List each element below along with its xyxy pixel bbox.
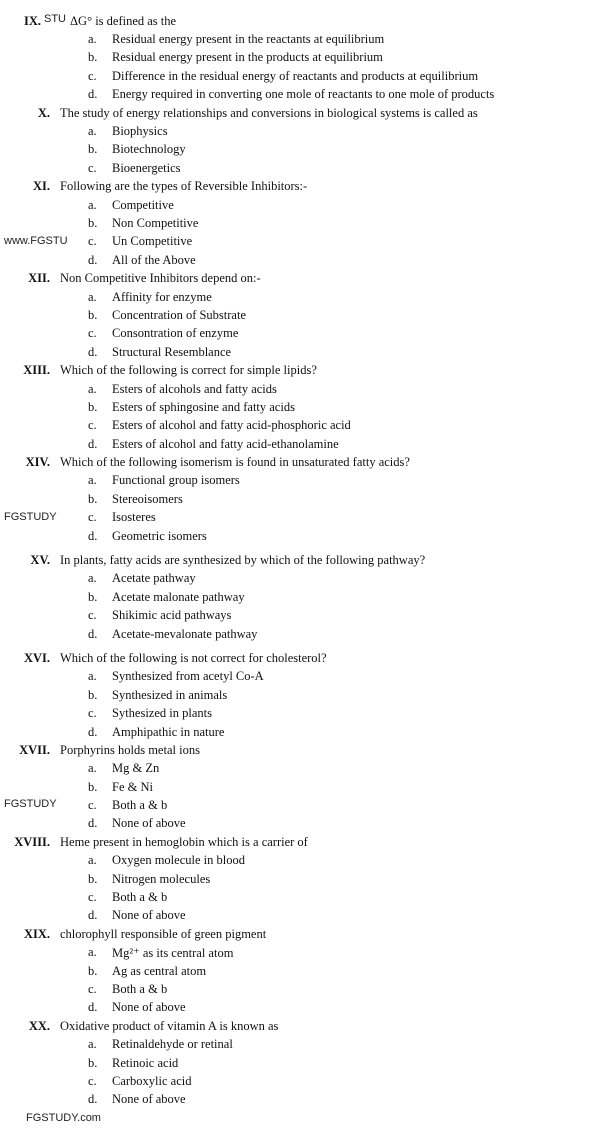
- question: [0, 925, 615, 1017]
- option-text: Energy required in converting one mole of reactants to one mole of products: [112, 87, 495, 102]
- answer-option: [0, 796, 615, 814]
- option-text: Amphipathic in nature: [112, 724, 225, 739]
- option-text: Carboxylic acid: [112, 1073, 192, 1088]
- answer-option: [0, 962, 615, 980]
- option-letter: a.: [88, 761, 97, 776]
- answer-option: [0, 288, 615, 306]
- question-text: In plants, fatty acids are synthesized by which of the following pathway?: [60, 553, 426, 568]
- option-text: Acetate pathway: [112, 571, 196, 586]
- answer-option: [0, 122, 615, 140]
- option-text: None of above: [112, 816, 186, 831]
- answer-option: [0, 435, 615, 453]
- question-number: XII.: [28, 271, 50, 286]
- option-text: Bioenergetics: [112, 160, 181, 175]
- option-letter: a.: [88, 381, 97, 396]
- option-letter: d.: [88, 436, 98, 451]
- option-letter: a.: [88, 197, 97, 212]
- question-text: Heme present in hemoglobin which is a carrier of: [60, 834, 308, 849]
- option-text: None of above: [112, 1000, 186, 1015]
- option-text: None of above: [112, 908, 186, 923]
- question: [0, 178, 615, 270]
- question: [0, 741, 615, 833]
- answer-option: [0, 343, 615, 361]
- option-text: Isosteres: [112, 510, 156, 525]
- option-text: Both a & b: [112, 890, 168, 905]
- option-text: Sythesized in plants: [112, 706, 212, 721]
- question-line: [0, 649, 615, 667]
- option-letter: c.: [88, 982, 97, 996]
- question-number: X.: [37, 105, 50, 120]
- question: [0, 104, 615, 178]
- answer-option: [0, 852, 615, 870]
- option-text: Consontration of enzyme: [112, 326, 239, 341]
- answer-option: [0, 214, 615, 232]
- answer-option: [0, 1072, 615, 1090]
- option-letter: d.: [88, 528, 98, 543]
- option-text: Synthesized from acetyl Co-A: [112, 669, 264, 684]
- question-text: Which of the following isomerism is found in unsaturated fatty acids?: [60, 455, 410, 470]
- option-letter: d.: [88, 626, 98, 641]
- option-text: Acetate malonate pathway: [112, 589, 245, 604]
- question: [0, 551, 615, 643]
- answer-option: [0, 870, 615, 888]
- question-text: The study of energy relationships and conversions in biological systems is called as: [60, 105, 478, 120]
- option-text: Non Competitive: [112, 215, 199, 230]
- question-number: XVIII.: [14, 834, 50, 849]
- option-text: Nitrogen molecules: [112, 871, 211, 886]
- option-letter: c.: [88, 68, 97, 83]
- option-letter: b.: [88, 779, 98, 794]
- option-text: Functional group isomers: [112, 473, 240, 488]
- answer-option: [0, 999, 615, 1017]
- answer-option: [0, 159, 615, 177]
- option-letter: c.: [88, 608, 97, 623]
- question-text: Following are the types of Reversible Inhibitors:-: [60, 179, 308, 194]
- option-letter: d.: [88, 344, 98, 359]
- option-letter: b.: [88, 1055, 98, 1070]
- question-line: [0, 269, 615, 287]
- answer-option: [0, 723, 615, 741]
- option-letter: d.: [88, 724, 98, 739]
- option-text: Structural Resemblance: [112, 344, 232, 359]
- question-text: Which of the following is not correct for cholesterol?: [60, 650, 327, 665]
- option-letter: b.: [88, 307, 98, 322]
- answer-option: [0, 509, 615, 527]
- option-text: Both a & b: [112, 982, 168, 996]
- option-text: Acetate-mevalonate pathway: [112, 626, 258, 641]
- option-text: Biotechnology: [112, 142, 186, 157]
- option-text: Esters of alcohols and fatty acids: [112, 381, 277, 396]
- option-text: Un Competitive: [112, 234, 193, 249]
- option-text: Esters of alcohol and fatty acid-ethanolamine: [112, 436, 339, 451]
- watermark: FGSTUDY: [4, 510, 57, 523]
- option-letter: c.: [88, 798, 97, 813]
- option-letter: a.: [88, 473, 97, 488]
- question-number: XX.: [28, 1018, 50, 1033]
- answer-option: [0, 67, 615, 85]
- option-letter: c.: [88, 706, 97, 721]
- answer-option: [0, 1054, 615, 1072]
- question-number: XIII.: [23, 363, 50, 378]
- question-line: [0, 104, 615, 122]
- option-text: Fe & Ni: [112, 779, 153, 794]
- option-letter: b.: [88, 963, 98, 978]
- option-letter: d.: [88, 1092, 98, 1107]
- option-text: Oxygen molecule in blood: [112, 853, 245, 868]
- option-text: Concentration of Substrate: [112, 307, 246, 322]
- option-letter: c.: [88, 418, 97, 433]
- option-letter: d.: [88, 1000, 98, 1015]
- option-letter: a.: [88, 571, 97, 586]
- question-number: XIV.: [25, 455, 50, 470]
- option-letter: a.: [88, 124, 97, 139]
- question-number: XIX.: [23, 926, 50, 941]
- option-letter: d.: [88, 252, 98, 267]
- answer-option: [0, 760, 615, 778]
- option-text: Geometric isomers: [112, 528, 207, 543]
- question-line: [0, 833, 615, 851]
- question: [0, 361, 615, 453]
- option-text: Residual energy present in the reactants at equilibrium: [112, 32, 385, 47]
- option-letter: b.: [88, 491, 98, 506]
- question-text: chlorophyll responsible of green pigment: [60, 926, 267, 941]
- answer-option: [0, 417, 615, 435]
- question-number: XVII.: [19, 742, 50, 757]
- option-text: Esters of alcohol and fatty acid-phosphoric acid: [112, 418, 351, 433]
- question-line: [0, 925, 615, 943]
- question-line: [0, 1017, 615, 1035]
- answer-option: [0, 1091, 615, 1109]
- watermark: FGSTUDY: [4, 798, 57, 811]
- answer-option: [0, 1035, 615, 1053]
- question-text: ΔG° is defined as the: [70, 13, 177, 28]
- question-number: XVI.: [23, 650, 50, 665]
- option-text: Mg & Zn: [112, 761, 160, 776]
- question-text: Porphyrins holds metal ions: [60, 742, 200, 757]
- option-text: Mg²⁺ as its central atom: [112, 945, 234, 960]
- question-number: XI.: [32, 179, 50, 194]
- answer-option: [0, 233, 615, 251]
- answer-option: [0, 251, 615, 269]
- answer-option: [0, 141, 615, 159]
- question-line: [0, 741, 615, 759]
- answer-option: [0, 30, 615, 48]
- option-text: Retinoic acid: [112, 1055, 179, 1070]
- question-number: XV.: [30, 553, 50, 568]
- question-line: [0, 361, 615, 379]
- question-text: Which of the following is correct for simple lipids?: [60, 363, 317, 378]
- question: [0, 833, 615, 925]
- option-text: Retinaldehyde or retinal: [112, 1037, 233, 1052]
- option-letter: c.: [88, 890, 97, 905]
- answer-option: [0, 686, 615, 704]
- answer-option: [0, 625, 615, 643]
- option-letter: a.: [88, 945, 97, 960]
- option-text: None of above: [112, 1092, 186, 1107]
- option-letter: b.: [88, 215, 98, 230]
- watermark: FGSTUDY.com: [26, 1112, 101, 1125]
- answer-option: [0, 527, 615, 545]
- option-text: Affinity for enzyme: [112, 289, 212, 304]
- answer-option: [0, 86, 615, 104]
- option-letter: d.: [88, 908, 98, 923]
- question-number: IX.: [23, 13, 41, 28]
- answer-option: [0, 907, 615, 925]
- watermark: STU: [44, 13, 66, 25]
- answer-option: [0, 815, 615, 833]
- option-letter: d.: [88, 87, 98, 102]
- option-text: Residual energy present in the products at equilibrium: [112, 50, 383, 65]
- question-line: [0, 178, 615, 196]
- answer-option: [0, 380, 615, 398]
- question: [0, 649, 615, 741]
- option-letter: a.: [88, 1037, 97, 1052]
- answer-option: [0, 944, 615, 962]
- answer-option: [0, 588, 615, 606]
- answer-option: [0, 196, 615, 214]
- option-letter: b.: [88, 142, 98, 157]
- option-letter: c.: [88, 510, 97, 525]
- option-letter: a.: [88, 32, 97, 47]
- question-sheet: [0, 12, 615, 1125]
- option-letter: b.: [88, 687, 98, 702]
- answer-option: [0, 778, 615, 796]
- answer-option: [0, 704, 615, 722]
- question-text: Non Competitive Inhibitors depend on:-: [60, 271, 261, 286]
- option-letter: c.: [88, 1073, 97, 1088]
- option-text: Shikimic acid pathways: [112, 608, 232, 623]
- option-text: Both a & b: [112, 798, 168, 813]
- answer-option: [0, 325, 615, 343]
- answer-option: [0, 570, 615, 588]
- question: [0, 269, 615, 361]
- option-text: Stereoisomers: [112, 491, 183, 506]
- option-text: Esters of sphingosine and fatty acids: [112, 399, 295, 414]
- question-line: [0, 551, 615, 569]
- option-text: Competitive: [112, 197, 174, 212]
- option-letter: a.: [88, 669, 97, 684]
- answer-option: [0, 668, 615, 686]
- question-line: [0, 12, 615, 30]
- answer-option: [0, 980, 615, 998]
- watermark: www.FGSTU: [4, 234, 68, 247]
- answer-option: [0, 306, 615, 324]
- answer-option: [0, 888, 615, 906]
- option-letter: d.: [88, 816, 98, 831]
- option-letter: b.: [88, 589, 98, 604]
- option-text: Difference in the residual energy of reactants and products at equilibrium: [112, 68, 479, 83]
- question: [0, 12, 615, 104]
- option-letter: b.: [88, 399, 98, 414]
- option-text: Ag as central atom: [112, 963, 207, 978]
- answer-option: [0, 607, 615, 625]
- option-text: Synthesized in animals: [112, 687, 228, 702]
- option-letter: c.: [88, 234, 97, 249]
- option-letter: c.: [88, 326, 97, 341]
- option-letter: c.: [88, 160, 97, 175]
- option-text: All of the Above: [112, 252, 196, 267]
- option-letter: a.: [88, 853, 97, 868]
- question: [0, 1017, 615, 1109]
- answer-option: [0, 472, 615, 490]
- question: [0, 453, 615, 545]
- answer-option: [0, 490, 615, 508]
- question-text: Oxidative product of vitamin A is known as: [60, 1018, 279, 1033]
- answer-option: [0, 49, 615, 67]
- question-line: [0, 453, 615, 471]
- answer-option: [0, 398, 615, 416]
- option-letter: a.: [88, 289, 97, 304]
- option-text: Biophysics: [112, 124, 168, 139]
- option-letter: b.: [88, 871, 98, 886]
- option-letter: b.: [88, 50, 98, 65]
